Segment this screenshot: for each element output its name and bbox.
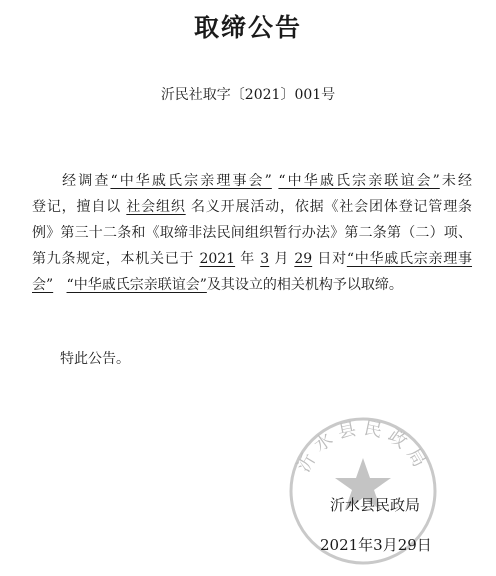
text-segment: 及其设立的相关机构予以取缔。	[206, 277, 403, 293]
body-line-1	[32, 168, 472, 194]
closing-text: 特此公告。	[60, 351, 130, 367]
org-name-underlined: “中华戚氏宗亲联谊会”	[278, 173, 440, 189]
org-name-underlined: 会”	[32, 277, 54, 293]
text-segment: 日对	[317, 251, 347, 267]
document-title: 取缔公告	[193, 13, 302, 42]
activity-name-underlined: 社会组织	[126, 199, 186, 215]
text-segment: 月	[274, 251, 290, 267]
body-line-5	[32, 272, 472, 298]
body-line-3: 例》第三十二条和《取缔非法民间组织暂行办法》第二条第（二）项、	[32, 225, 472, 241]
body-paragraph	[32, 168, 472, 298]
text-segment: 未经	[439, 173, 472, 189]
date-year-underlined: 2021	[199, 251, 236, 267]
org-name-underlined: “中华戚氏宗亲理事会”	[110, 173, 272, 189]
document-number: 沂民社取字〔2021〕001号	[160, 87, 336, 103]
text-segment: 名义开展活动，依据《社会团体登记管理条	[190, 199, 473, 215]
seal-arc-text: 沂水县民政局	[293, 417, 433, 476]
date-day-underlined: 29	[294, 251, 313, 267]
date-month-underlined: 3	[260, 251, 270, 267]
org-name-underlined: “中华戚氏宗亲理事	[346, 251, 473, 267]
text-segment: 年	[240, 251, 256, 267]
text-segment: 第九条规定，本机关已于	[32, 251, 195, 267]
text-segment: 登记，擅自以	[32, 199, 122, 215]
closing-paragraph	[32, 346, 472, 372]
text-segment: 经调查	[60, 173, 111, 189]
issue-date: 2021年3月29日	[320, 536, 432, 554]
org-name-underlined: “中华戚氏宗亲联谊会”	[66, 277, 207, 293]
body-line-4	[32, 246, 472, 272]
issuer-name: 沂水县民政局	[330, 496, 421, 514]
body-line-2	[32, 194, 472, 220]
closing-line	[32, 346, 472, 372]
